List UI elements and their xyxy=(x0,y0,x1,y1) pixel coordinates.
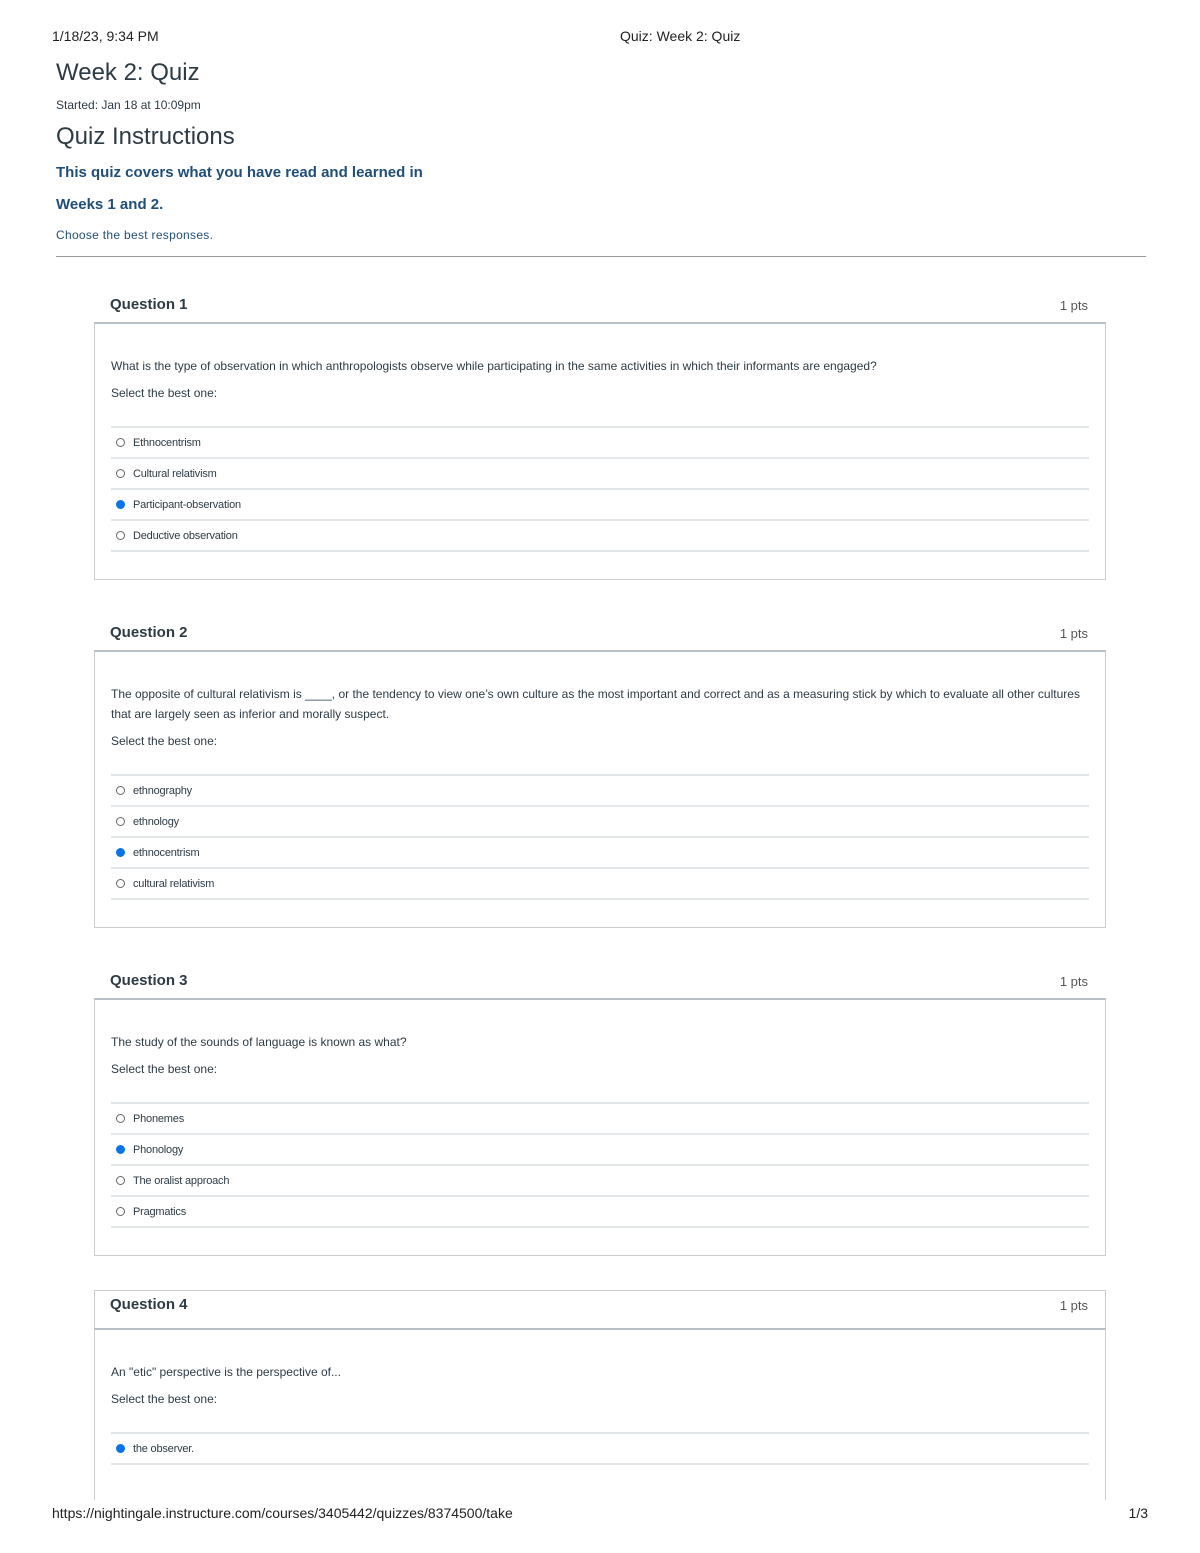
question-text: The study of the sounds of language is known as what? xyxy=(111,1035,407,1049)
question-4 xyxy=(94,1290,1106,1500)
question-body xyxy=(94,650,1106,928)
answer-list xyxy=(111,426,1089,552)
radio-button[interactable] xyxy=(116,469,125,478)
answer-option[interactable] xyxy=(111,1432,1089,1465)
page-number: 1/3 xyxy=(1128,1505,1148,1521)
answer-label: ethnocentrism xyxy=(133,846,200,859)
question-name: Question 3 xyxy=(110,972,188,989)
answer-label: Phonemes xyxy=(133,1112,184,1125)
answer-label: Deductive observation xyxy=(133,529,238,542)
print-header xyxy=(52,28,1148,48)
radio-button[interactable] xyxy=(116,1207,125,1216)
question-name: Question 4 xyxy=(110,1296,188,1313)
answer-list xyxy=(111,1432,1089,1465)
radio-button-selected[interactable] xyxy=(116,1444,125,1453)
print-page-title: Quiz: Week 2: Quiz xyxy=(620,28,741,44)
page-url: https://nightingale.instructure.com/courses/3405442/quizzes/8374500/take xyxy=(52,1505,513,1521)
answer-label: Pragmatics xyxy=(133,1205,187,1218)
question-text: The opposite of cultural relativism is ____, or the tendency to view one’s own culture as the most important and correct and as a measuring stick by which to evaluate all other cultures that are largely seen as inferior and morally suspect. xyxy=(111,687,1080,721)
answer-option[interactable] xyxy=(111,805,1089,836)
question-prompt: Select the best one: xyxy=(111,1392,218,1406)
divider xyxy=(56,256,1146,257)
answer-label: Ethnocentrism xyxy=(133,436,201,449)
answer-option[interactable] xyxy=(111,488,1089,519)
answer-label: cultural relativism xyxy=(133,877,215,890)
radio-button-selected[interactable] xyxy=(116,1145,125,1154)
answer-label: the observer. xyxy=(133,1442,194,1455)
question-header xyxy=(94,618,1106,650)
radio-button[interactable] xyxy=(116,786,125,795)
question-name: Question 2 xyxy=(110,624,188,641)
question-prompt: Select the best one: xyxy=(111,1062,218,1076)
answer-option[interactable] xyxy=(111,1195,1089,1228)
question-text: An "etic" perspective is the perspective of... xyxy=(111,1365,341,1379)
answer-list xyxy=(111,1102,1089,1228)
question-body xyxy=(94,998,1106,1256)
question-body xyxy=(94,322,1106,580)
radio-button[interactable] xyxy=(116,531,125,540)
answer-option[interactable] xyxy=(111,1164,1089,1195)
question-points: 1 pts xyxy=(1059,626,1088,641)
radio-button[interactable] xyxy=(116,438,125,447)
question-header xyxy=(94,290,1106,322)
question-points: 1 pts xyxy=(1059,974,1088,989)
radio-button-selected[interactable] xyxy=(116,500,125,509)
question-header xyxy=(94,966,1106,998)
question-text: What is the type of observation in which anthropologists observe while participating in the same activities in which their informants are engaged? xyxy=(111,359,877,373)
quiz-title: Week 2: Quiz xyxy=(56,59,200,86)
answer-label: Phonology xyxy=(133,1143,184,1156)
question-points: 1 pts xyxy=(1059,1298,1088,1313)
answer-label: The oralist approach xyxy=(133,1174,230,1187)
answer-option[interactable] xyxy=(111,457,1089,488)
quiz-started-time: Started: Jan 18 at 10:09pm xyxy=(56,98,201,112)
question-prompt: Select the best one: xyxy=(111,734,218,748)
radio-button[interactable] xyxy=(116,1176,125,1185)
answer-option[interactable] xyxy=(111,774,1089,805)
question-name: Question 1 xyxy=(110,296,188,313)
question-2 xyxy=(94,618,1106,890)
answer-label: Participant-observation xyxy=(133,498,241,511)
answer-option[interactable] xyxy=(111,1133,1089,1164)
answer-label: ethnography xyxy=(133,784,192,797)
quiz-header xyxy=(56,58,1146,257)
radio-button[interactable] xyxy=(116,1114,125,1123)
instructions-line: This quiz covers what you have read and learned in xyxy=(56,164,423,181)
answer-option[interactable] xyxy=(111,867,1089,900)
radio-button[interactable] xyxy=(116,817,125,826)
question-prompt: Select the best one: xyxy=(111,386,218,400)
question-header xyxy=(94,1290,1106,1322)
question-body xyxy=(94,1328,1106,1500)
instructions-line: Choose the best responses. xyxy=(56,228,214,242)
answer-option[interactable] xyxy=(111,1102,1089,1133)
radio-button-selected[interactable] xyxy=(116,848,125,857)
instructions-title: Quiz Instructions xyxy=(56,123,235,150)
answer-label: Cultural relativism xyxy=(133,467,217,480)
answer-option[interactable] xyxy=(111,519,1089,552)
print-datetime: 1/18/23, 9:34 PM xyxy=(52,28,159,44)
question-points: 1 pts xyxy=(1059,298,1088,313)
answer-option[interactable] xyxy=(111,426,1089,457)
answer-option[interactable] xyxy=(111,836,1089,867)
question-3 xyxy=(94,966,1106,1218)
radio-button[interactable] xyxy=(116,879,125,888)
instructions-line: Weeks 1 and 2. xyxy=(56,196,164,213)
answer-label: ethnology xyxy=(133,815,179,828)
answer-list xyxy=(111,774,1089,900)
question-1 xyxy=(94,290,1106,542)
